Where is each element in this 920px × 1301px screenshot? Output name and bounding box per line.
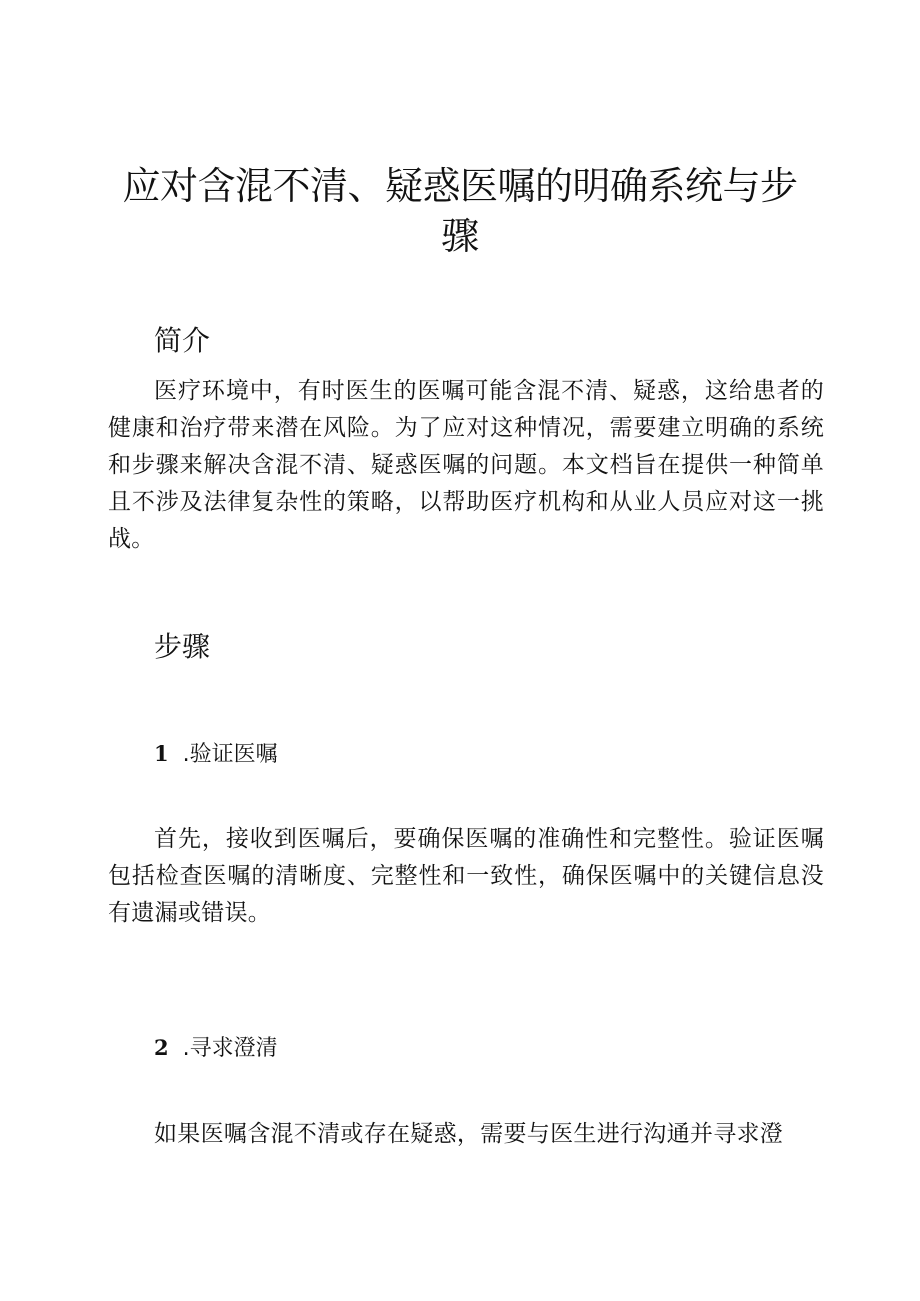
step-2-paragraph: 如果医嘱含混不清或存在疑惑，需要与医生进行沟通并寻求澄 [154,1121,784,1147]
step-2-number: 2 [154,1035,169,1060]
step-1-paragraph: 首先，接收到医嘱后，要确保医嘱的准确性和完整性。验证医嘱包括检查医嘱的清晰度、完整性和一致性，确保医嘱中的关键信息没有遗漏或错误。 [108,826,824,926]
step-1-number: 1 [154,741,169,766]
step-1-title: .验证医嘱 [182,742,278,767]
intro-heading: 简介 [154,324,211,357]
step-1-heading [154,739,278,770]
steps-heading: 步骤 [154,630,211,663]
intro-paragraph: 医疗环境中，有时医生的医嘱可能含混不清、疑惑，这给患者的健康和治疗带来潜在风险。为了应对这种情况，需要建立明确的系统和步骤来解决含混不清、疑惑医嘱的问题。本文档旨在提供一种简单且不涉及法律复杂性的策略，以帮助医疗机构和从业人员应对这一挑战。 [108,378,824,552]
step-2-title: .寻求澄清 [182,1036,278,1061]
document-title: 应对含混不清、疑惑医嘱的明确系统与步骤 [122,164,798,258]
step-2-heading [154,1033,278,1064]
